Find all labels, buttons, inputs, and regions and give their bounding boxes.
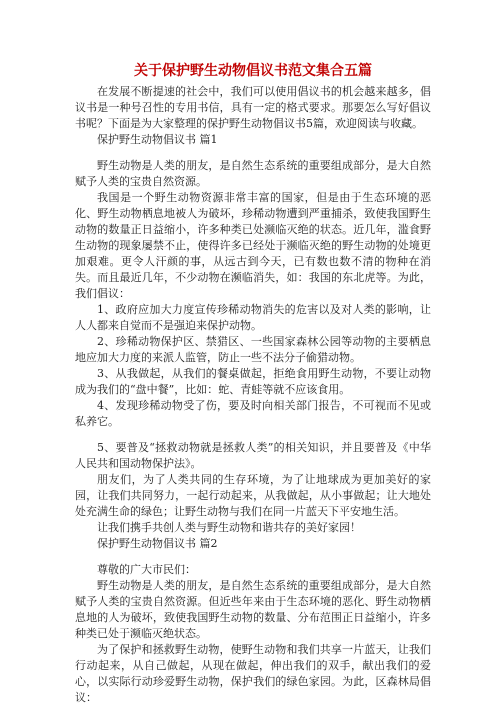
section-heading: 保护野生动物倡议书 篇2 — [97, 537, 218, 550]
spacer — [75, 552, 431, 562]
body-paragraph: 为了保护和拯救野生动物，使野生动物和我们共享一片蓝天，让我们行动起来，从自己做起，从现在做起，伸出我们的双手，献出我们的爱心，以实际行动珍爱野生动物，保护我们的绿色家园。为此，区森林局倡议： — [75, 643, 431, 704]
spacer — [75, 148, 431, 158]
list-item: 2、珍稀动物保护区、禁猎区、一些国家森林公园等动物的主要栖息地应加大力度的来派人监管，防止一些不法分子偷猎动物。 — [75, 335, 431, 364]
salutation: 尊敬的广大市民们： — [97, 563, 196, 576]
document-title: 关于保护野生动物倡议书范文集合五篇 — [134, 63, 372, 79]
spacer — [75, 430, 431, 440]
list-item: 4、发现珍稀动物受了伤，要及时向相关部门报告，不可视而不见或私养它。 — [75, 399, 431, 428]
intro-paragraph: 在发展不断提速的社会中，我们可以使用倡议书的机会越来越多，倡议书是一种号召性的专用书信，具有一定的格式要求。那要怎么写好倡议书呢？下面是为大家整理的保护野生动物倡议书5篇，欢迎阅读与收藏。 — [75, 85, 431, 130]
body-paragraph: 我国是一个野生动物资源非常丰富的国家，但是由于生态环境的恶化、野生动物栖息地被人为破坏，珍稀动物遭到严重捕杀，致使我国野生动物的数量正日益缩小，许多种类已处濒临灭绝的状态。近几年，滥食野生动物的现象屡禁不止，使得许多已经处于濒临灭绝的野生动物的处境更加艰难。更令人汗颜的事，从远古到今天，已有数也数不清的物种在消失。而且最近几年，不少动物在濒临消失，如：我国的东北虎等。为此，我们倡议： — [75, 191, 431, 300]
list-item: 1、政府应加大力度宣传珍稀动物消失的危害以及对人类的影响，让人人都来自觉而不是强迫来保护动物。 — [75, 303, 431, 332]
list-item: 5、要普及“拯救动物就是拯救人类”的相关知识，并且要普及《中华人民共和国动物保护法》。 — [75, 441, 431, 470]
body-paragraph: 野生动物是人类的朋友，是自然生态系统的重要组成部分，是大自然赋予人类的宝贵自然资源。但近些年来由于生态环境的恶化、野生动物栖息地的人为破坏，致使我国野生动物的数量、分布范围正日益缩小，许多种类已处于濒临灭绝状态。 — [75, 579, 431, 640]
body-paragraph: 让我们携手共创人类与野生动物和谐共存的美好家园！ — [97, 521, 361, 534]
list-item: 3、从我做起，从我们的餐桌做起，拒绝食用野生动物，不要让动物成为我们的“盘中餐”，比如：蛇、青蛙等就不应该食用。 — [75, 367, 431, 396]
body-paragraph: 野生动物是人类的朋友，是自然生态系统的重要组成部分，是大自然赋予人类的宝贵自然资源。 — [75, 159, 431, 188]
section-heading: 保护野生动物倡议书 篇1 — [97, 133, 218, 146]
body-paragraph: 朋友们，为了人类共同的生存环境，为了让地球成为更加美好的家园，让我们共同努力，一起行动起来，从我做起，从小事做起；让大地处处充满生命的绿色；让野生动物与我们在同一片蓝天下平安地生活。 — [75, 473, 431, 518]
